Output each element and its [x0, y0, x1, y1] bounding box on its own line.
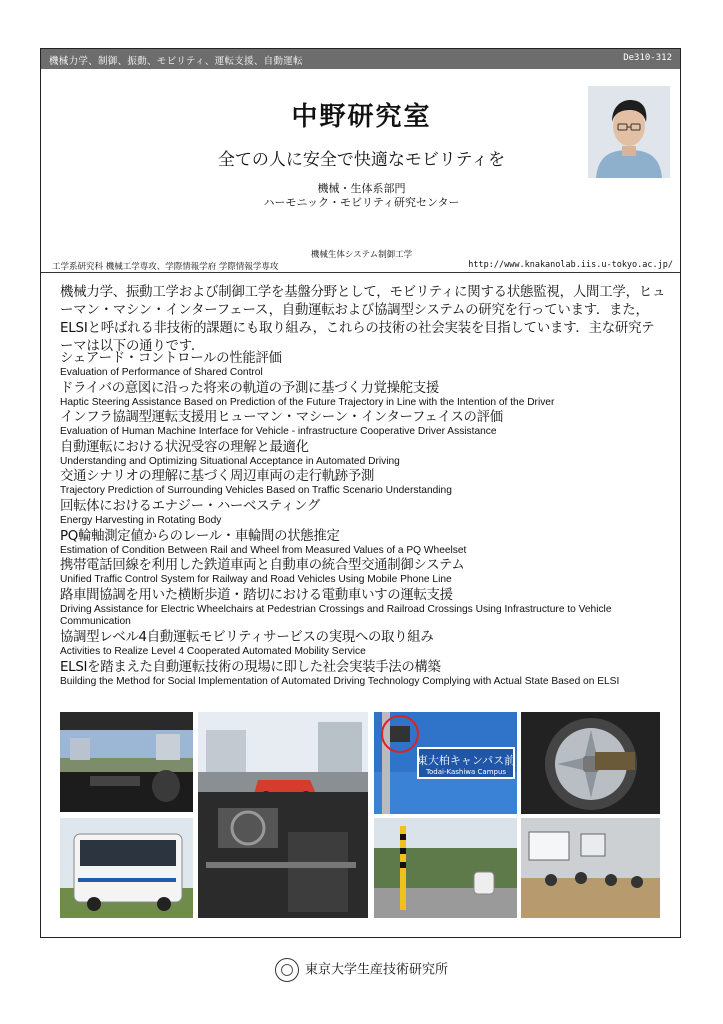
theme-title-ja: ドライバの意図に沿った将来の軌道の予測に基づく力覚操舵支援: [60, 380, 439, 396]
header-bar: [41, 49, 680, 69]
wheel-sensor-photo: [521, 712, 660, 814]
sign-text-en: Todai-Kashiwa Campus: [425, 768, 507, 776]
theme-title-en: Trajectory Prediction of Surrounding Vehicles Based on Traffic Scenario Understanding: [60, 485, 452, 497]
department-line1: 機械・生体系部門: [317, 182, 406, 195]
driving-simulator-photo: [60, 712, 193, 812]
theme-title-ja: 協調型レベル4自動運転モビリティサービスの実現への取り組み: [60, 629, 434, 645]
theme-item: [60, 468, 666, 498]
theme-title-en: Activities to Realize Level 4 Cooperated Automated Mobility Service: [60, 645, 366, 657]
intro-paragraph: 機械力学、振動工学および制御工学を基盤分野として，モビリティに関する状態監視，人間工学，ヒューマン・マシン・インターフェース，自動運転および協調型システムの研究を行っています．また，ELSIと呼ばれる非技術的課題にも取り組み，これらの技術の社会実装を目指しています．主な研究テーマは以下の通りです．: [60, 285, 666, 354]
theme-item: [60, 659, 666, 689]
research-themes: [60, 350, 666, 688]
theme-title-ja: PQ輪軸測定値からのレール・車輪間の状態推定: [60, 528, 340, 544]
theme-title-en: Energy Harvesting in Rotating Body: [60, 514, 222, 526]
theme-title-en: Evaluation of Performance of Shared Control: [60, 367, 263, 378]
keywords-text: 機械力学、制御、振動、モビリティ、運転支援、自動運転: [49, 56, 303, 67]
theme-title-ja: 携帯電話回線を利用した鉄道車両と自動車の統合型交通制御システム: [60, 558, 465, 574]
room-number: De310-312: [623, 53, 672, 63]
sign-text-ja: 東大柏キャンパス前: [416, 754, 516, 767]
lab-field: 機械生体システム制御工学: [310, 250, 413, 260]
institute-name: 東京大学生産技術研究所: [304, 962, 448, 978]
school-affiliation: 工学系研究科 機械工学専攻、学際情報学府 学際情報学専攻: [52, 262, 279, 272]
department-line2: ハーモニック・モビリティ研究センター: [263, 196, 460, 209]
theme-title-en: Unified Traffic Control System for Railway and Road Vehicles Using Mobile Phone Line: [60, 574, 452, 586]
institute-seal-icon: [275, 958, 299, 982]
theme-title-en: Driving Assistance for Electric Wheelchairs at Pedestrian Crossings and Railroad Crossings Using Infrastructure to Vehicle Communication: [60, 603, 612, 628]
theme-title-en: Haptic Steering Assistance Based on Prediction of the Future Trajectory in Line with the Intention of the Driver: [60, 396, 555, 408]
theme-title-en: Estimation of Condition Between Rail and Wheel from Measured Values of a PQ Wheelset: [60, 544, 467, 556]
lab-url[interactable]: http://www.knakanolab.iis.u-tokyo.ac.jp/: [468, 260, 673, 270]
footer: [0, 958, 723, 982]
theme-title-ja: 路車間協調を用いた横断歩道・踏切における電動車いすの運転支援: [60, 587, 453, 603]
theme-title-ja: インフラ協調型運転支援用ヒューマン・マシーン・インターフェイスの評価: [60, 410, 503, 426]
theme-title-en: Evaluation of Human Machine Interface for Vehicle - infrastructure Cooperative Driver Assistance: [60, 426, 497, 438]
theme-title-ja: 回転体におけるエナジー・ハーベスティング: [60, 498, 320, 514]
theme-item: [60, 439, 666, 469]
theme-title-en: Understanding and Optimizing Situational Acceptance in Automated Driving: [60, 455, 400, 467]
simulator-cockpit-photo: [198, 712, 368, 918]
theme-item: [60, 498, 666, 528]
theme-item: [60, 557, 666, 587]
railroad-crossing-photo: [374, 818, 517, 918]
theme-item: [60, 350, 666, 380]
theme-item: [60, 380, 666, 410]
theme-item: [60, 409, 666, 439]
professor-photo: [588, 86, 670, 178]
meeting-room-photo: [521, 818, 660, 918]
department: [0, 182, 723, 210]
theme-title-en: Building the Method for Social Implementation of Automated Driving Technology Complying with Actual State Based on ELSI: [60, 675, 620, 687]
automated-bus-photo: [60, 818, 193, 918]
theme-title-ja: ELSIを踏まえた自動運転技術の現場に即した社会実装手法の構築: [60, 659, 441, 675]
theme-item: [60, 629, 666, 659]
theme-title-ja: シェアード・コントロールの性能評価: [60, 351, 282, 366]
header-divider: [41, 272, 680, 273]
theme-title-ja: 自動運転における状況受容の理解と最適化: [60, 439, 309, 455]
theme-item: [60, 587, 666, 629]
roadside-sign-photo: [374, 712, 517, 814]
theme-item: [60, 528, 666, 558]
catchphrase: 全ての人に安全で快適なモビリティを: [217, 150, 506, 170]
lab-title: 中野研究室: [291, 102, 432, 132]
theme-title-ja: 交通シナリオの理解に基づく周辺車両の走行軌跡予測: [60, 469, 375, 485]
